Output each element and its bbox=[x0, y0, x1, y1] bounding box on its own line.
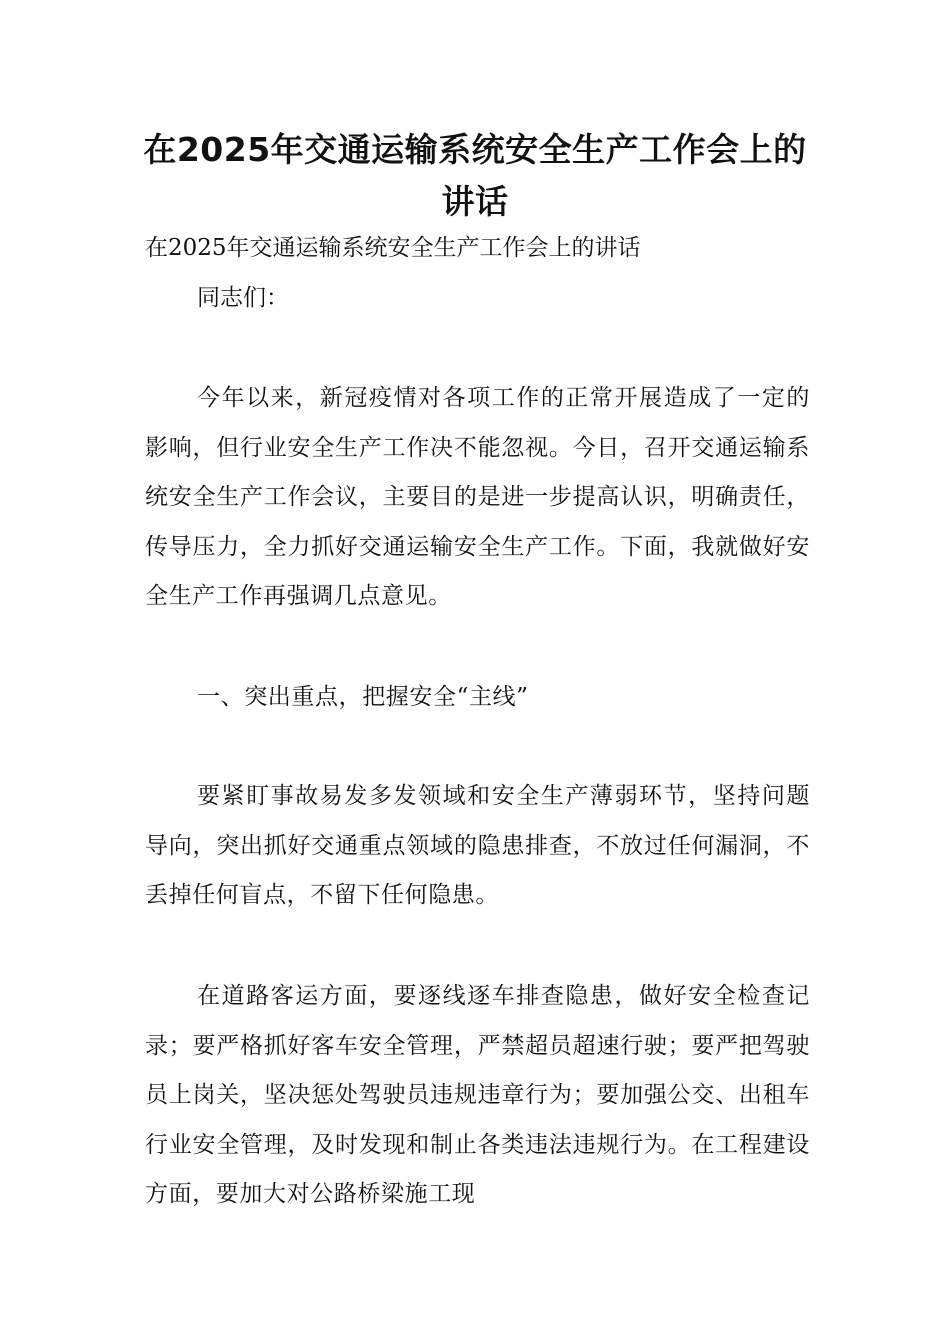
document-subtitle: 在2025年交通运输系统安全生产工作会上的讲话 bbox=[145, 235, 641, 261]
paragraph-focus: 要紧盯事故易发多发领域和安全生产薄弱环节，坚持问题导向，突出抓好交通重点领域的隐患排查，不放过任何漏洞，不丢掉任何盲点，不留下任何隐患。 bbox=[145, 783, 810, 908]
paragraph-road-transport: 在道路客运方面，要逐线逐车排查隐患，做好安全检查记录；要严格抓好客车安全管理，严禁超员超速行驶；要严把驾驶员上岗关，坚决惩处驾驶员违规违章行为；要加强公交、出租车行业安全管理，及时发现和制止各类违法违规行为。在工程建设方面，要加大对公路桥梁施工现 bbox=[145, 983, 810, 1207]
greeting: 同志们： bbox=[197, 285, 289, 311]
paragraph-intro: 今年以来，新冠疫情对各项工作的正常开展造成了一定的影响，但行业安全生产工作决不能忽视。今日，召开交通运输系统安全生产工作会议，主要目的是进一步提高认识，明确责任，传导压力，全力抓好交通运输安全生产工作。下面，我就做好安全生产工作再强调几点意见。 bbox=[145, 385, 810, 609]
document-title: 在2025年交通运输系统安全生产工作会上的讲话 bbox=[143, 130, 807, 221]
section-heading: 一、突出重点，把握安全“主线” bbox=[197, 684, 529, 710]
